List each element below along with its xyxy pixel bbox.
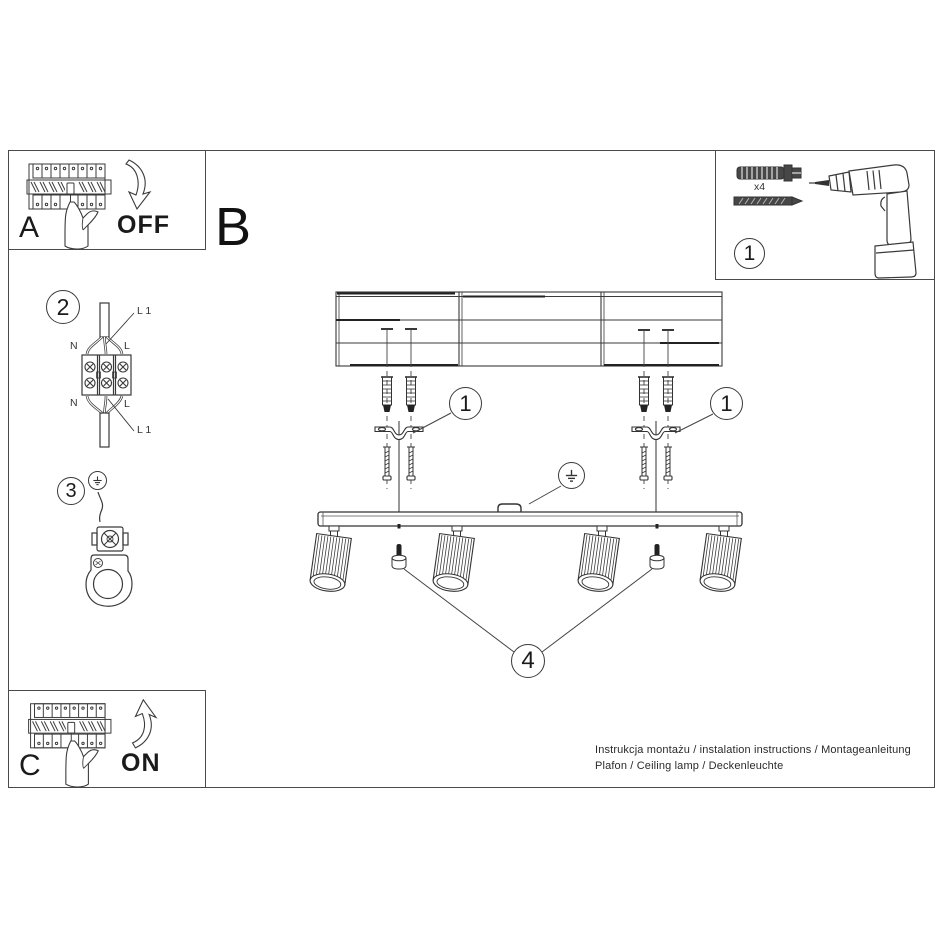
mounting-screw-icon bbox=[664, 447, 672, 480]
ground-cable-hook bbox=[498, 504, 521, 512]
ceiling-icon bbox=[336, 292, 722, 366]
ground-clamp-illustration bbox=[80, 465, 150, 615]
footer-text bbox=[595, 743, 935, 774]
mounting-knob-icon bbox=[392, 544, 406, 569]
ceiling-screw-marks bbox=[381, 329, 674, 367]
wall-plug-icon bbox=[737, 165, 801, 181]
mounting-screw-icon bbox=[640, 447, 648, 480]
wire-l1-top-label: L 1 bbox=[137, 305, 152, 317]
rail-icon bbox=[318, 512, 742, 529]
lamp-shade-icon bbox=[309, 534, 351, 594]
breaker-panel-icon bbox=[27, 164, 111, 209]
terminal-block-diagram bbox=[40, 290, 175, 465]
footer-line-2: Plafon / Ceiling lamp / Deckenleuchte bbox=[595, 759, 784, 772]
panel-c-label: C bbox=[19, 749, 41, 782]
clamp-terminal bbox=[92, 527, 128, 551]
lamp-shade-icon bbox=[699, 534, 741, 594]
mounting-screw-icon bbox=[383, 447, 391, 480]
terminal-l-top-label: L bbox=[124, 340, 130, 352]
step-1-badge bbox=[734, 238, 765, 269]
mains-cable-top bbox=[100, 303, 109, 337]
knob-callout-badge bbox=[511, 644, 545, 678]
screw-icon bbox=[734, 197, 802, 205]
terminal-l-bottom-label: L bbox=[124, 398, 130, 410]
bracket-callout-left-number: 1 bbox=[459, 390, 472, 416]
mounting-diagram bbox=[280, 285, 780, 685]
power-off-label: OFF bbox=[117, 211, 170, 239]
arrow-up-icon bbox=[133, 700, 157, 748]
ground-symbol-badge-main bbox=[558, 462, 585, 489]
step-1-number: 1 bbox=[743, 242, 756, 265]
arrow-down-icon bbox=[126, 160, 150, 209]
bracket-callout-right-badge bbox=[710, 387, 743, 420]
power-off-step-box bbox=[8, 150, 206, 250]
step-2-number: 2 bbox=[56, 293, 70, 320]
terminal-n-top-label: N bbox=[70, 340, 78, 352]
ground-clamp-icon bbox=[86, 555, 132, 606]
mounting-knob-icon bbox=[650, 544, 664, 569]
ground-wire bbox=[98, 492, 103, 522]
terminal-block-icon bbox=[82, 355, 131, 395]
bracket-callout-left-badge bbox=[449, 387, 482, 420]
panel-a-label: A bbox=[19, 211, 40, 244]
bracket-callout-right-number: 1 bbox=[720, 390, 733, 416]
mounting-screw-icon bbox=[407, 447, 415, 480]
quantity-label: x4 bbox=[754, 181, 766, 193]
power-on-label: ON bbox=[121, 749, 161, 777]
tools-parts-box bbox=[715, 150, 935, 280]
wire-label-leaders bbox=[106, 313, 134, 431]
ground-symbol-icon bbox=[564, 468, 579, 483]
footer-line-1: Instrukcja montażu / instalation instructions / Montageanleitung bbox=[595, 744, 911, 756]
step-3-number: 3 bbox=[65, 480, 77, 502]
wires-top bbox=[87, 337, 122, 354]
section-b-label: B bbox=[215, 197, 252, 257]
power-on-step-box bbox=[8, 690, 206, 788]
center-axes bbox=[399, 421, 656, 512]
terminal-n-bottom-label: N bbox=[70, 397, 78, 409]
mains-cable-bottom bbox=[100, 413, 109, 447]
lamp-shade-icon bbox=[432, 534, 474, 594]
lamp-shade-icon bbox=[577, 534, 619, 594]
knob-callout-number: 4 bbox=[521, 647, 535, 674]
alignment-guides bbox=[387, 371, 668, 489]
wire-l1-bottom-label: L 1 bbox=[137, 424, 152, 436]
breaker-panel-icon bbox=[29, 704, 111, 748]
drill-icon bbox=[809, 165, 916, 278]
